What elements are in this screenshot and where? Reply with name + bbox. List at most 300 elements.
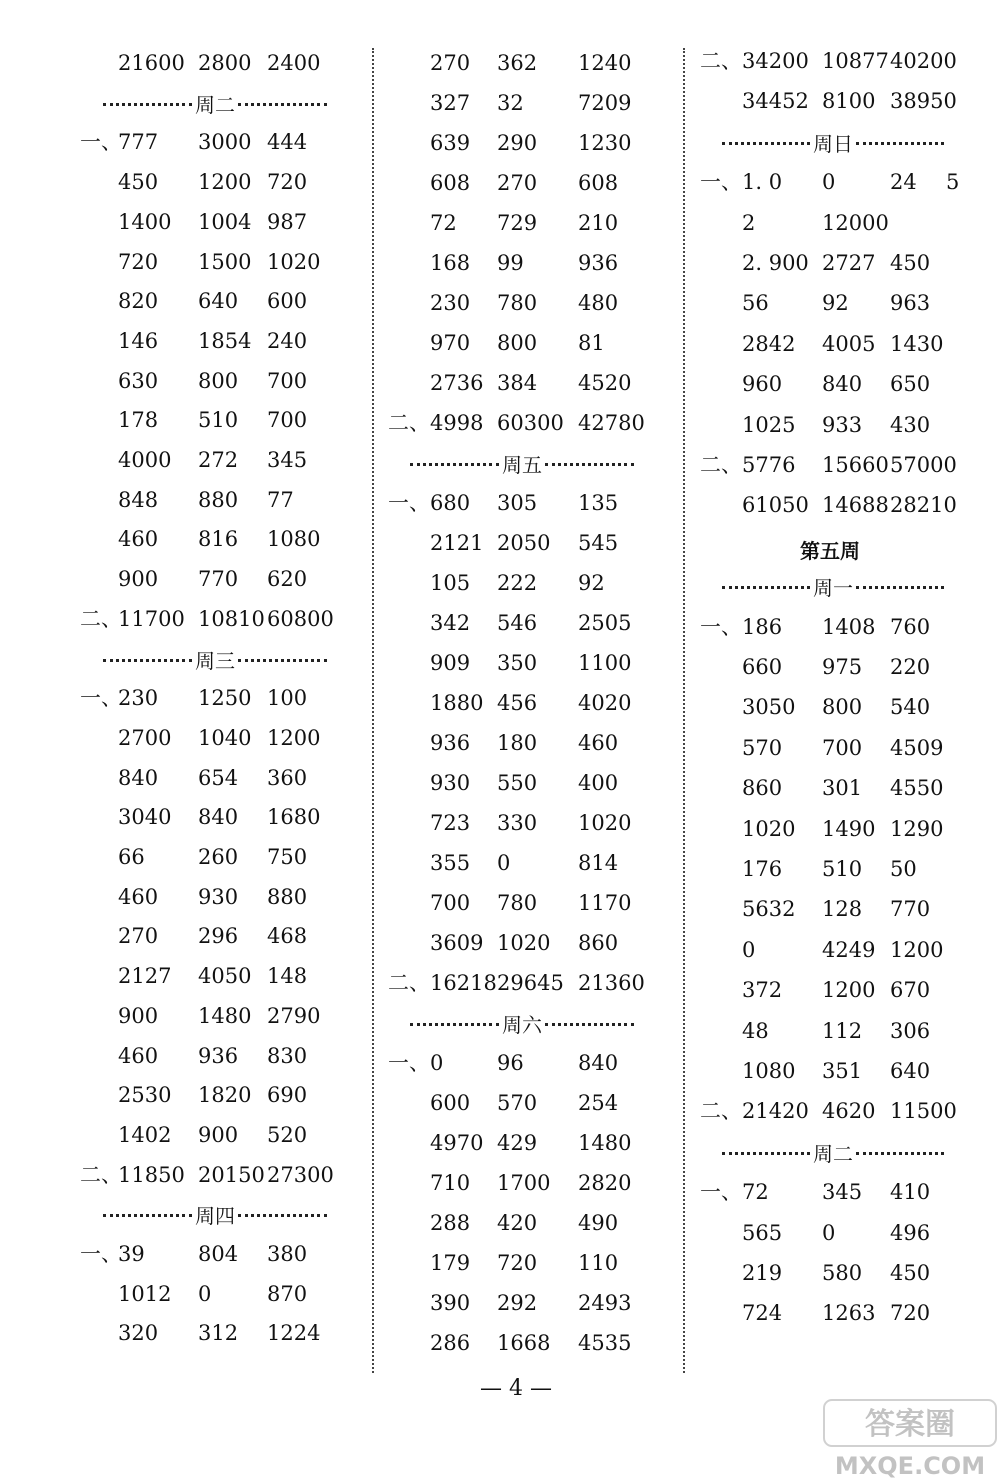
- answer-value: 400: [578, 771, 619, 795]
- question-marker: 二、: [700, 49, 742, 73]
- answer-value: 270: [497, 171, 538, 195]
- answer-value: 178: [118, 408, 159, 432]
- answer-value: 180: [497, 731, 538, 755]
- answer-value: 450: [890, 1261, 931, 1285]
- answer-value: 460: [578, 731, 619, 755]
- answer-value: 1854: [198, 329, 252, 353]
- answer-value: 135: [578, 491, 619, 515]
- dotted-leader: [103, 659, 192, 662]
- answer-value: 112: [822, 1019, 863, 1043]
- answer-value: 5776: [742, 453, 796, 477]
- answer-value: 72: [742, 1180, 769, 1204]
- answer-value: 580: [822, 1261, 863, 1285]
- dotted-leader: [856, 142, 944, 145]
- answer-value: 565: [742, 1221, 783, 1245]
- answer-value: 420: [497, 1211, 538, 1235]
- answer-value: 4550: [890, 776, 944, 800]
- answer-value: 186: [742, 615, 783, 639]
- answer-value: 410: [890, 1180, 931, 1204]
- answer-value: 620: [267, 567, 308, 591]
- answer-value: 292: [497, 1291, 538, 1315]
- answer-value: 4249: [822, 938, 876, 962]
- day-divider: [103, 88, 327, 118]
- answer-value: 1240: [578, 51, 632, 75]
- answer-value: 1668: [497, 1331, 551, 1355]
- answer-value: 1700: [497, 1171, 551, 1195]
- question-marker: 二、: [80, 1163, 122, 1187]
- answer-value: 61050: [742, 493, 809, 517]
- day-divider: [103, 1199, 327, 1229]
- question-marker: 一、: [700, 615, 742, 639]
- watermark-bottom-text: MXQE.COM: [834, 1452, 986, 1480]
- dotted-leader: [410, 463, 499, 466]
- answer-value: 342: [430, 611, 471, 635]
- question-marker: 一、: [700, 1180, 742, 1204]
- answer-value: 4535: [578, 1331, 632, 1355]
- answer-value: 840: [118, 766, 159, 790]
- answer-value: 1200: [890, 938, 944, 962]
- answer-value: 600: [267, 289, 308, 313]
- answer-value: 700: [267, 369, 308, 393]
- answer-value: 460: [118, 1044, 159, 1068]
- answer-value: 7209: [578, 91, 632, 115]
- question-marker: 一、: [80, 1242, 122, 1266]
- answer-value: 1012: [118, 1282, 172, 1306]
- answer-value: 840: [198, 805, 239, 829]
- answer-value: 430: [890, 413, 931, 437]
- answer-value: 1250: [198, 686, 252, 710]
- day-divider: [722, 571, 944, 601]
- day-label: 周日: [813, 131, 853, 156]
- answer-value: 770: [198, 567, 239, 591]
- answer-value: 92: [578, 571, 605, 595]
- answer-value: 2505: [578, 611, 632, 635]
- answer-value: 176: [742, 857, 783, 881]
- answer-value: 270: [430, 51, 471, 75]
- page-number: — 4 —: [480, 1376, 552, 1401]
- answer-value: 390: [430, 1291, 471, 1315]
- answer-value: 40200: [890, 49, 957, 73]
- answer-value: 230: [430, 291, 471, 315]
- answer-value: 1500: [198, 250, 252, 274]
- answer-value: 987: [267, 210, 308, 234]
- answer-value: 650: [890, 372, 931, 396]
- answer-value: 444: [267, 130, 308, 154]
- answer-value: 660: [742, 655, 783, 679]
- answer-value: 5: [946, 170, 960, 194]
- answer-value: 1230: [578, 131, 632, 155]
- watermark-logo: [822, 1396, 998, 1482]
- answer-value: 148: [267, 964, 308, 988]
- answer-value: 1025: [742, 413, 796, 437]
- answer-value: 128: [822, 897, 863, 921]
- answer-value: 220: [890, 655, 931, 679]
- answer-value: 350: [497, 651, 538, 675]
- day-label: 周六: [502, 1012, 542, 1037]
- answer-value: 760: [890, 615, 931, 639]
- answer-value: 490: [578, 1211, 619, 1235]
- answer-value: 670: [890, 978, 931, 1002]
- dotted-leader: [545, 463, 634, 466]
- answer-value: 1020: [497, 931, 551, 955]
- answer-value: 240: [267, 329, 308, 353]
- answer-value: 900: [198, 1123, 239, 1147]
- answer-value: 450: [118, 170, 159, 194]
- answer-value: 640: [890, 1059, 931, 1083]
- answer-value: 219: [742, 1261, 783, 1285]
- answer-value: 96: [497, 1051, 524, 1075]
- answer-value: 909: [430, 651, 471, 675]
- question-marker: 二、: [700, 1099, 742, 1123]
- answer-value: 680: [430, 491, 471, 515]
- answer-value: 1200: [267, 726, 321, 750]
- answer-value: 450: [890, 251, 931, 275]
- answer-value: 820: [118, 289, 159, 313]
- answer-value: 700: [267, 408, 308, 432]
- answer-value: 960: [742, 372, 783, 396]
- answer-value: 20150: [198, 1163, 265, 1187]
- answer-value: 2493: [578, 1291, 632, 1315]
- answer-value: 720: [497, 1251, 538, 1275]
- answer-value: 880: [198, 488, 239, 512]
- answer-value: 830: [267, 1044, 308, 1068]
- answer-value: 81: [578, 331, 605, 355]
- week-heading: 第五周: [800, 539, 860, 563]
- answer-value: 1480: [198, 1004, 252, 1028]
- answer-value: 168: [430, 251, 471, 275]
- answer-value: 860: [578, 931, 619, 955]
- answer-value: 4020: [578, 691, 632, 715]
- answer-value: 38950: [890, 89, 957, 113]
- dotted-leader: [238, 103, 327, 106]
- dotted-leader: [722, 1152, 810, 1155]
- answer-value: 936: [198, 1044, 239, 1068]
- answer-value: 936: [578, 251, 619, 275]
- answer-value: 546: [497, 611, 538, 635]
- answer-value: 3050: [742, 695, 796, 719]
- answer-value: 3040: [118, 805, 172, 829]
- answer-value: 4970: [430, 1131, 484, 1155]
- answer-value: 720: [118, 250, 159, 274]
- answer-value: 2121: [430, 531, 484, 555]
- answer-value: 777: [118, 130, 159, 154]
- answer-value: 72: [430, 211, 457, 235]
- answer-value: 2127: [118, 964, 172, 988]
- answer-value: 1170: [578, 891, 632, 915]
- answer-value: 27300: [267, 1163, 334, 1187]
- answer-value: 724: [742, 1301, 783, 1325]
- answer-value: 640: [198, 289, 239, 313]
- answer-value: 2820: [578, 1171, 632, 1195]
- answer-value: 2700: [118, 726, 172, 750]
- question-marker: 一、: [80, 130, 122, 154]
- answer-value: 8100: [822, 89, 876, 113]
- answer-value: 1200: [198, 170, 252, 194]
- answer-value: 880: [267, 885, 308, 909]
- answer-value: 800: [198, 369, 239, 393]
- answer-value: 480: [578, 291, 619, 315]
- answer-value: 21420: [742, 1099, 809, 1123]
- answer-value: 1430: [890, 332, 944, 356]
- answer-value: 933: [822, 413, 863, 437]
- answer-value: 355: [430, 851, 471, 875]
- answer-value: 800: [822, 695, 863, 719]
- answer-value: 28210: [890, 493, 957, 517]
- day-divider: [103, 644, 327, 674]
- answer-value: 700: [430, 891, 471, 915]
- answer-value: 92: [822, 291, 849, 315]
- dotted-leader: [238, 1214, 327, 1217]
- answer-value: 639: [430, 131, 471, 155]
- answer-value: 848: [118, 488, 159, 512]
- answer-value: 11850: [118, 1163, 185, 1187]
- answer-value: 510: [198, 408, 239, 432]
- answer-value: 936: [430, 731, 471, 755]
- answer-value: 2530: [118, 1083, 172, 1107]
- answer-value: 330: [497, 811, 538, 835]
- answer-value: 1290: [890, 817, 944, 841]
- answer-value: 2. 900: [742, 251, 809, 275]
- dotted-leader: [856, 1152, 944, 1155]
- answer-value: 520: [267, 1123, 308, 1147]
- answer-value: 272: [198, 448, 239, 472]
- question-marker: 一、: [388, 491, 430, 515]
- question-marker: 一、: [388, 1051, 430, 1075]
- answer-value: 1040: [198, 726, 252, 750]
- answer-value: 10877: [822, 49, 889, 73]
- answer-value: 1880: [430, 691, 484, 715]
- answer-value: 0: [822, 170, 836, 194]
- watermark-top-text: 答案圈: [865, 1407, 955, 1442]
- answer-value: 351: [822, 1059, 863, 1083]
- answer-value: 372: [742, 978, 783, 1002]
- answer-value: 380: [267, 1242, 308, 1266]
- answer-value: 0: [497, 851, 511, 875]
- day-label: 周一: [813, 575, 853, 600]
- answer-value: 230: [118, 686, 159, 710]
- answer-value: 1020: [267, 250, 321, 274]
- answer-value: 770: [890, 897, 931, 921]
- answer-value: 66: [118, 845, 145, 869]
- answer-value: 1004: [198, 210, 252, 234]
- answer-value: 10810: [198, 607, 265, 631]
- answer-value: 840: [822, 372, 863, 396]
- answer-value: 21600: [118, 51, 185, 75]
- answer-value: 860: [742, 776, 783, 800]
- answer-value: 146: [118, 329, 159, 353]
- answer-value: 1480: [578, 1131, 632, 1155]
- answer-value: 362: [497, 51, 538, 75]
- answer-value: 270: [118, 924, 159, 948]
- answer-value: 286: [430, 1331, 471, 1355]
- answer-value: 700: [822, 736, 863, 760]
- answer-value: 306: [890, 1019, 931, 1043]
- question-marker: 一、: [80, 686, 122, 710]
- answer-value: 60300: [497, 411, 564, 435]
- answer-value: 690: [267, 1083, 308, 1107]
- answer-value: 0: [742, 938, 756, 962]
- answer-value: 654: [198, 766, 239, 790]
- dotted-leader: [103, 103, 192, 106]
- answer-value: 5632: [742, 897, 796, 921]
- answer-value: 2727: [822, 251, 876, 275]
- answer-value: 327: [430, 91, 471, 115]
- answer-value: 460: [118, 527, 159, 551]
- question-marker: 二、: [388, 411, 430, 435]
- answer-value: 814: [578, 851, 619, 875]
- answer-value: 510: [822, 857, 863, 881]
- answer-value: 296: [198, 924, 239, 948]
- answer-value: 723: [430, 811, 471, 835]
- answer-value: 1408: [822, 615, 876, 639]
- answer-value: 99: [497, 251, 524, 275]
- answer-value: 360: [267, 766, 308, 790]
- answer-value: 1080: [267, 527, 321, 551]
- answer-value: 32: [497, 91, 524, 115]
- answer-value: 24: [890, 170, 917, 194]
- answer-value: 816: [198, 527, 239, 551]
- answer-value: 48: [742, 1019, 769, 1043]
- question-marker: 二、: [700, 453, 742, 477]
- day-divider: [722, 127, 944, 157]
- dotted-leader: [722, 586, 810, 589]
- answer-value: 608: [578, 171, 619, 195]
- answer-value: 320: [118, 1321, 159, 1345]
- dotted-leader: [410, 1023, 499, 1026]
- answer-value: 1224: [267, 1321, 321, 1345]
- answer-value: 545: [578, 531, 619, 555]
- answer-value: 600: [430, 1091, 471, 1115]
- dotted-leader: [238, 659, 327, 662]
- answer-value: 1200: [822, 978, 876, 1002]
- answer-value: 29645: [497, 971, 564, 995]
- answer-value: 540: [890, 695, 931, 719]
- answer-value: 900: [118, 1004, 159, 1028]
- answer-value: 0: [822, 1221, 836, 1245]
- answer-value: 1100: [578, 651, 632, 675]
- dotted-leader: [545, 1023, 634, 1026]
- answer-value: 608: [430, 171, 471, 195]
- dotted-leader: [103, 1214, 192, 1217]
- answer-value: 780: [497, 291, 538, 315]
- answer-value: 1020: [578, 811, 632, 835]
- answer-value: 210: [578, 211, 619, 235]
- answer-value: 570: [742, 736, 783, 760]
- answer-value: 1680: [267, 805, 321, 829]
- answer-value: 930: [198, 885, 239, 909]
- answer-value: 570: [497, 1091, 538, 1115]
- answer-value: 384: [497, 371, 538, 395]
- answer-value: 4520: [578, 371, 632, 395]
- answer-value: 4000: [118, 448, 172, 472]
- answer-value: 100: [267, 686, 308, 710]
- answer-value: 11700: [118, 607, 185, 631]
- answer-value: 301: [822, 776, 863, 800]
- answer-value: 12000: [822, 211, 889, 235]
- answer-value: 2800: [198, 51, 252, 75]
- answer-value: 105: [430, 571, 471, 595]
- answer-value: 710: [430, 1171, 471, 1195]
- column-divider-left: [372, 48, 374, 1373]
- answer-value: 720: [890, 1301, 931, 1325]
- answer-value: 4509: [890, 736, 944, 760]
- answer-value: 254: [578, 1091, 619, 1115]
- answer-value: 1490: [822, 817, 876, 841]
- day-divider: [410, 1008, 634, 1038]
- answer-value: 16218: [430, 971, 497, 995]
- answer-value: 930: [430, 771, 471, 795]
- answer-value: 56: [742, 291, 769, 315]
- answer-value: 750: [267, 845, 308, 869]
- answer-value: 630: [118, 369, 159, 393]
- answer-value: 4005: [822, 332, 876, 356]
- answer-value: 1263: [822, 1301, 876, 1325]
- answer-value: 110: [578, 1251, 619, 1275]
- answer-value: 305: [497, 491, 538, 515]
- answer-value: 288: [430, 1211, 471, 1235]
- answer-value: 496: [890, 1221, 931, 1245]
- answer-value: 429: [497, 1131, 538, 1155]
- day-label: 周二: [813, 1141, 853, 1166]
- day-label: 周三: [195, 648, 235, 673]
- answer-value: 21360: [578, 971, 645, 995]
- answer-value: 970: [430, 331, 471, 355]
- answer-value: 0: [430, 1051, 444, 1075]
- answer-value: 2790: [267, 1004, 321, 1028]
- answer-value: 460: [118, 885, 159, 909]
- answer-value: 2: [742, 211, 756, 235]
- answer-value: 2050: [497, 531, 551, 555]
- answer-value: 312: [198, 1321, 239, 1345]
- answer-value: 900: [118, 567, 159, 591]
- answer-value: 42780: [578, 411, 645, 435]
- answer-value: 11500: [890, 1099, 957, 1123]
- day-label: 周五: [502, 452, 542, 477]
- answer-value: 720: [267, 170, 308, 194]
- answer-value: 34200: [742, 49, 809, 73]
- answer-value: 57000: [890, 453, 957, 477]
- answer-value: 34452: [742, 89, 809, 113]
- answer-value: 870: [267, 1282, 308, 1306]
- question-marker: 二、: [80, 607, 122, 631]
- answer-value: 14688: [822, 493, 889, 517]
- answer-value: 1402: [118, 1123, 172, 1147]
- answer-value: 4620: [822, 1099, 876, 1123]
- day-label: 周四: [195, 1203, 235, 1228]
- dotted-leader: [722, 142, 810, 145]
- answer-value: 2400: [267, 51, 321, 75]
- answer-value: 840: [578, 1051, 619, 1075]
- answer-value: 550: [497, 771, 538, 795]
- answer-value: 1080: [742, 1059, 796, 1083]
- question-marker: 一、: [700, 170, 742, 194]
- answer-value: 4050: [198, 964, 252, 988]
- column-divider-right: [683, 48, 685, 1373]
- answer-value: 222: [497, 571, 538, 595]
- answer-value: 3000: [198, 130, 252, 154]
- answer-value: 963: [890, 291, 931, 315]
- answer-value: 50: [890, 857, 917, 881]
- answer-value: 1020: [742, 817, 796, 841]
- answer-value: 2736: [430, 371, 484, 395]
- answer-value: 60800: [267, 607, 334, 631]
- answer-value: 1400: [118, 210, 172, 234]
- question-marker: 二、: [388, 971, 430, 995]
- answer-value: 179: [430, 1251, 471, 1275]
- answer-value: 345: [822, 1180, 863, 1204]
- answer-value: 780: [497, 891, 538, 915]
- answer-value: 4998: [430, 411, 484, 435]
